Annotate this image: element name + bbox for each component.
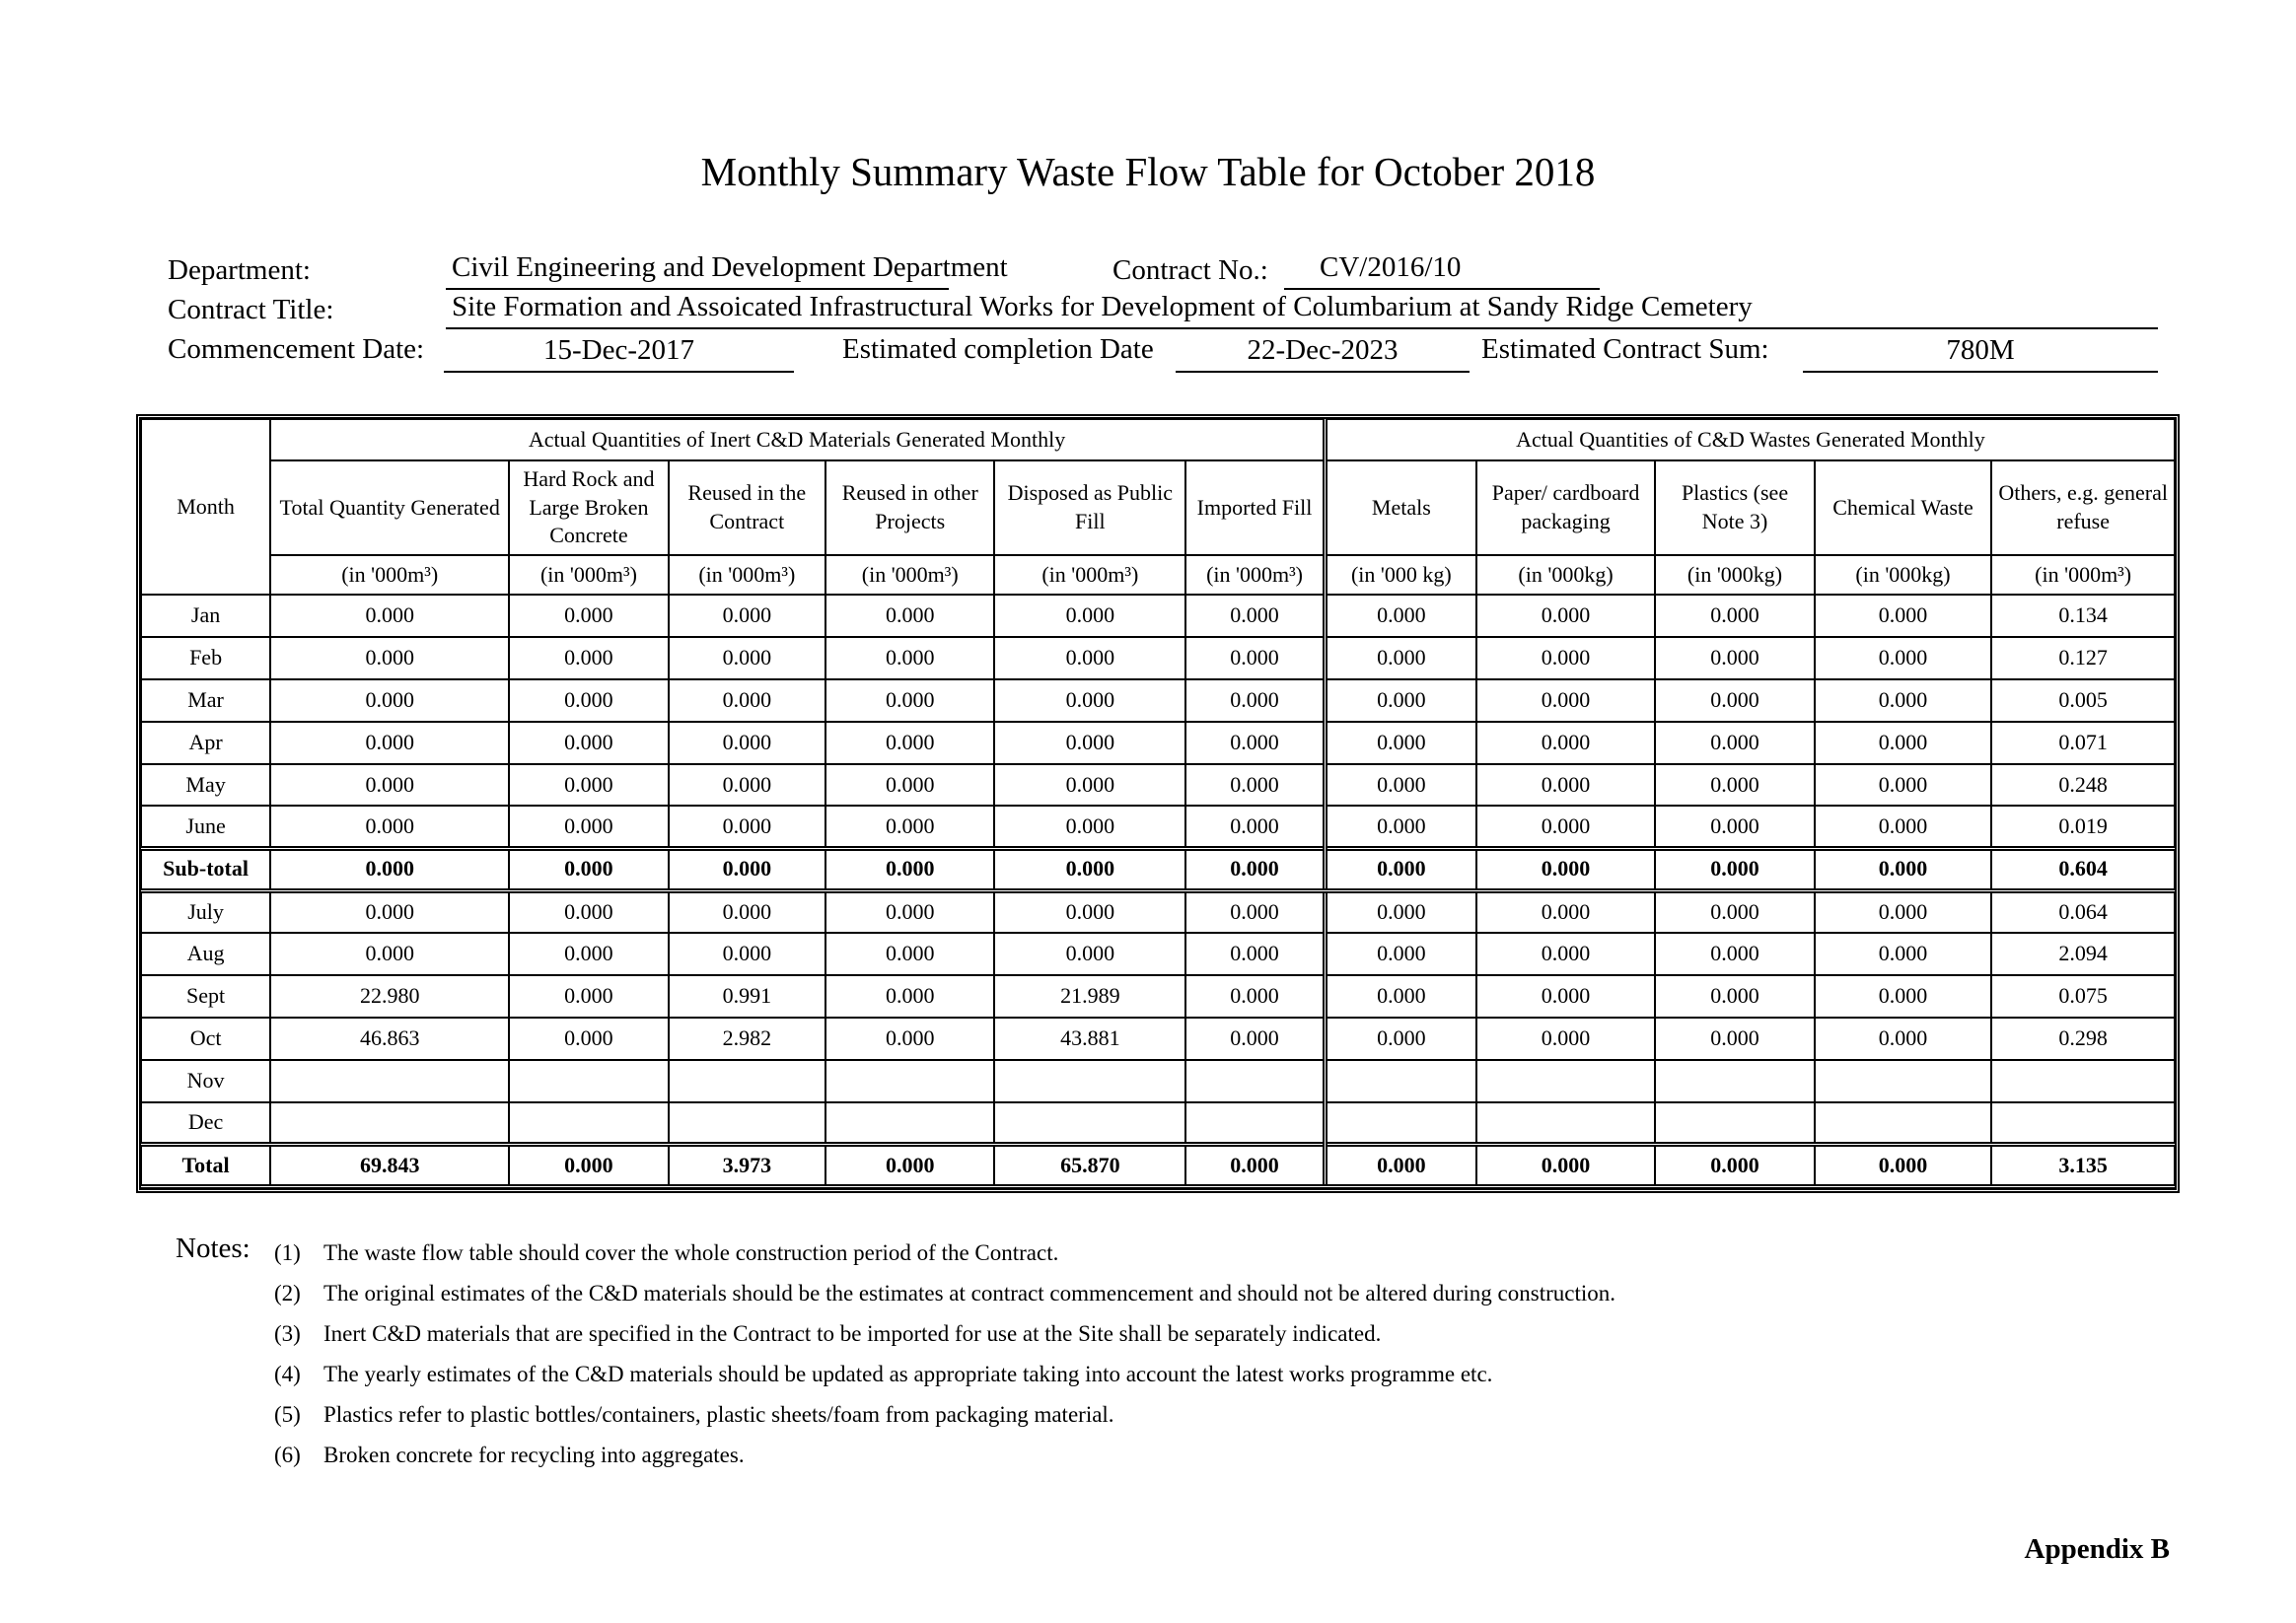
value-cell: 0.000 xyxy=(825,595,994,637)
value-cell: 0.000 xyxy=(1325,890,1475,933)
table-row xyxy=(141,595,2175,637)
value-cell: 0.000 xyxy=(1815,764,1992,807)
value-cell: 0.000 xyxy=(1815,722,1992,764)
value-cell: 0.000 xyxy=(509,722,668,764)
value-cell: 0.000 xyxy=(669,595,825,637)
value-cell: 0.000 xyxy=(994,806,1185,848)
table-row xyxy=(141,933,2175,975)
contract-sum-field xyxy=(1803,333,2158,373)
note-item xyxy=(274,1281,1615,1306)
month-header: Month xyxy=(141,419,270,595)
commencement-value: 15-Dec-2017 xyxy=(542,334,694,366)
value-cell: 0.000 xyxy=(1815,806,1992,848)
value-cell: 0.000 xyxy=(1476,1145,1656,1187)
value-cell: 0.000 xyxy=(1815,595,1992,637)
contract-sum-value: 780M xyxy=(1946,334,2015,366)
unit-header: (in '000m³) xyxy=(270,555,509,595)
value-cell: 0.000 xyxy=(509,933,668,975)
month-cell: Total xyxy=(141,1145,270,1187)
value-cell: 0.000 xyxy=(825,637,994,679)
value-cell: 0.005 xyxy=(1991,679,2175,722)
value-cell xyxy=(825,1102,994,1145)
value-cell: 0.000 xyxy=(1655,806,1814,848)
value-cell: 0.000 xyxy=(1185,1018,1325,1060)
value-cell: 0.000 xyxy=(669,637,825,679)
column-header: Reused in the Contract xyxy=(669,460,825,555)
note-text: Plastics refer to plastic bottles/containers, plastic sheets/foam from packaging material. xyxy=(323,1402,1114,1427)
value-cell: 0.000 xyxy=(1476,764,1656,807)
value-cell: 0.000 xyxy=(509,764,668,807)
contract-no-field xyxy=(1284,250,1600,290)
value-cell: 0.000 xyxy=(1476,890,1656,933)
note-number: (4) xyxy=(274,1362,301,1386)
completion-value: 22-Dec-2023 xyxy=(1247,334,1399,366)
note-item xyxy=(274,1443,745,1468)
value-cell xyxy=(509,1102,668,1145)
column-header: Others, e.g. general refuse xyxy=(1991,460,2175,555)
department-label: Department: xyxy=(168,254,311,286)
value-cell: 0.000 xyxy=(1185,722,1325,764)
value-cell: 0.000 xyxy=(1476,637,1656,679)
value-cell: 0.000 xyxy=(509,1145,668,1187)
value-cell: 0.000 xyxy=(1185,764,1325,807)
table-row xyxy=(141,637,2175,679)
value-cell: 0.000 xyxy=(1655,1018,1814,1060)
month-cell: Sept xyxy=(141,975,270,1018)
value-cell: 0.000 xyxy=(994,637,1185,679)
value-cell xyxy=(1815,1102,1992,1145)
value-cell: 0.000 xyxy=(994,764,1185,807)
value-cell: 0.064 xyxy=(1991,890,2175,933)
value-cell: 0.071 xyxy=(1991,722,2175,764)
value-cell: 0.000 xyxy=(1655,637,1814,679)
contract-no-label: Contract No.: xyxy=(1112,254,1268,286)
value-cell: 0.000 xyxy=(1325,1018,1475,1060)
value-cell xyxy=(825,1060,994,1102)
value-cell: 0.000 xyxy=(825,1018,994,1060)
value-cell: 0.000 xyxy=(1655,1145,1814,1187)
value-cell: 0.000 xyxy=(825,933,994,975)
value-cell: 0.000 xyxy=(669,722,825,764)
waste-flow-table xyxy=(140,418,2176,1189)
value-cell: 0.000 xyxy=(1325,933,1475,975)
value-cell xyxy=(1325,1060,1475,1102)
appendix-label: Appendix B xyxy=(2024,1533,2170,1565)
department-value: Civil Engineering and Development Department xyxy=(452,251,1008,283)
value-cell: 0.127 xyxy=(1991,637,2175,679)
value-cell: 0.000 xyxy=(1185,1145,1325,1187)
value-cell: 0.248 xyxy=(1991,764,2175,807)
completion-label: Estimated completion Date xyxy=(842,333,1154,365)
value-cell: 0.000 xyxy=(825,722,994,764)
value-cell: 0.000 xyxy=(270,806,509,848)
value-cell xyxy=(509,1060,668,1102)
value-cell: 0.000 xyxy=(1185,637,1325,679)
value-cell: 0.000 xyxy=(669,679,825,722)
note-text: The waste flow table should cover the whole construction period of the Contract. xyxy=(323,1240,1059,1265)
table-row xyxy=(141,722,2175,764)
commencement-field xyxy=(444,333,794,373)
value-cell: 0.000 xyxy=(1476,679,1656,722)
value-cell: 0.000 xyxy=(1655,933,1814,975)
value-cell: 0.000 xyxy=(1815,848,1992,890)
value-cell: 3.135 xyxy=(1991,1145,2175,1187)
table-row xyxy=(141,1060,2175,1102)
value-cell xyxy=(270,1060,509,1102)
value-cell: 0.000 xyxy=(1185,890,1325,933)
value-cell: 0.000 xyxy=(825,1145,994,1187)
value-cell xyxy=(1655,1102,1814,1145)
contract-sum-label: Estimated Contract Sum: xyxy=(1481,333,1769,365)
value-cell: 0.000 xyxy=(1325,595,1475,637)
note-item xyxy=(274,1240,1058,1266)
value-cell xyxy=(994,1060,1185,1102)
value-cell: 0.000 xyxy=(1476,806,1656,848)
value-cell: 0.000 xyxy=(509,637,668,679)
value-cell: 0.000 xyxy=(994,933,1185,975)
value-cell: 0.000 xyxy=(825,764,994,807)
table-row xyxy=(141,679,2175,722)
value-cell: 0.000 xyxy=(509,890,668,933)
month-cell: Dec xyxy=(141,1102,270,1145)
value-cell: 0.000 xyxy=(1476,933,1656,975)
value-cell: 0.000 xyxy=(1815,637,1992,679)
table-row xyxy=(141,1145,2175,1187)
month-cell: Aug xyxy=(141,933,270,975)
value-cell: 0.000 xyxy=(1815,1018,1992,1060)
value-cell: 0.000 xyxy=(825,975,994,1018)
completion-field xyxy=(1176,333,1470,373)
column-header: Reused in other Projects xyxy=(825,460,994,555)
value-cell: 0.000 xyxy=(509,806,668,848)
note-text: Inert C&D materials that are specified in the Contract to be imported for use at the Site shall be separately indicated. xyxy=(323,1321,1382,1346)
value-cell: 0.000 xyxy=(1325,848,1475,890)
value-cell: 0.000 xyxy=(1325,975,1475,1018)
value-cell: 0.000 xyxy=(1325,679,1475,722)
value-cell: 0.000 xyxy=(994,890,1185,933)
value-cell: 0.000 xyxy=(1185,848,1325,890)
value-cell: 69.843 xyxy=(270,1145,509,1187)
value-cell xyxy=(1655,1060,1814,1102)
value-cell: 0.000 xyxy=(1325,722,1475,764)
column-header: Imported Fill xyxy=(1185,460,1325,555)
value-cell xyxy=(1185,1102,1325,1145)
value-cell: 0.000 xyxy=(1325,806,1475,848)
contract-title-label: Contract Title: xyxy=(168,294,334,325)
note-text: The yearly estimates of the C&D materials should be updated as appropriate taking into account the latest works programme etc. xyxy=(323,1362,1493,1386)
department-value-field xyxy=(446,250,1008,290)
note-number: (3) xyxy=(274,1321,301,1346)
column-header: Chemical Waste xyxy=(1815,460,1992,555)
value-cell: 0.000 xyxy=(1655,722,1814,764)
table-row xyxy=(141,890,2175,933)
unit-header: (in '000m³) xyxy=(825,555,994,595)
month-cell: Jan xyxy=(141,595,270,637)
value-cell: 0.000 xyxy=(270,595,509,637)
value-cell: 0.000 xyxy=(1655,679,1814,722)
value-cell: 22.980 xyxy=(270,975,509,1018)
value-cell: 0.000 xyxy=(1655,975,1814,1018)
value-cell xyxy=(1185,1060,1325,1102)
value-cell: 0.000 xyxy=(1325,637,1475,679)
month-cell: Apr xyxy=(141,722,270,764)
value-cell: 0.000 xyxy=(1815,1145,1992,1187)
note-text: The original estimates of the C&D materials should be the estimates at contract commencement and should not be altered during construction. xyxy=(323,1281,1615,1305)
value-cell: 0.000 xyxy=(270,848,509,890)
value-cell: 0.000 xyxy=(1185,933,1325,975)
month-cell: Nov xyxy=(141,1060,270,1102)
value-cell: 0.000 xyxy=(509,848,668,890)
month-cell: July xyxy=(141,890,270,933)
value-cell: 0.000 xyxy=(669,806,825,848)
table-row xyxy=(141,1102,2175,1145)
value-cell: 0.000 xyxy=(825,848,994,890)
column-header: Hard Rock and Large Broken Concrete xyxy=(509,460,668,555)
table-row xyxy=(141,975,2175,1018)
column-header: Plastics (see Note 3) xyxy=(1655,460,1814,555)
value-cell: 0.000 xyxy=(1655,764,1814,807)
value-cell: 2.982 xyxy=(669,1018,825,1060)
inert-group-header: Actual Quantities of Inert C&D Materials Generated Monthly xyxy=(270,419,1325,460)
page-title: Monthly Summary Waste Flow Table for October 2018 xyxy=(700,149,1596,194)
unit-header: (in '000m³) xyxy=(994,555,1185,595)
unit-header: (in '000m³) xyxy=(669,555,825,595)
contract-no-value: CV/2016/10 xyxy=(1320,251,1462,283)
note-number: (1) xyxy=(274,1240,301,1265)
value-cell: 0.000 xyxy=(825,806,994,848)
commencement-label: Commencement Date: xyxy=(168,333,425,365)
value-cell xyxy=(1991,1060,2175,1102)
value-cell: 0.000 xyxy=(825,679,994,722)
value-cell: 0.000 xyxy=(669,890,825,933)
value-cell: 0.000 xyxy=(825,890,994,933)
value-cell: 0.604 xyxy=(1991,848,2175,890)
value-cell: 2.094 xyxy=(1991,933,2175,975)
value-cell: 0.000 xyxy=(270,764,509,807)
value-cell: 0.134 xyxy=(1991,595,2175,637)
month-cell: June xyxy=(141,806,270,848)
value-cell xyxy=(1325,1102,1475,1145)
value-cell xyxy=(1815,1060,1992,1102)
value-cell: 0.000 xyxy=(669,848,825,890)
value-cell: 65.870 xyxy=(994,1145,1185,1187)
notes-label: Notes: xyxy=(176,1233,251,1264)
value-cell: 0.000 xyxy=(1815,679,1992,722)
unit-header: (in '000kg) xyxy=(1476,555,1656,595)
month-cell: May xyxy=(141,764,270,807)
table-row xyxy=(141,764,2175,807)
value-cell: 0.000 xyxy=(1815,975,1992,1018)
table-row xyxy=(141,1018,2175,1060)
contract-title-field xyxy=(446,290,2158,329)
value-cell: 0.000 xyxy=(509,679,668,722)
value-cell: 0.000 xyxy=(1655,890,1814,933)
value-cell: 0.000 xyxy=(270,679,509,722)
unit-header: (in '000kg) xyxy=(1655,555,1814,595)
note-number: (2) xyxy=(274,1281,301,1305)
value-cell: 0.000 xyxy=(270,637,509,679)
value-cell xyxy=(669,1060,825,1102)
value-cell: 0.000 xyxy=(1185,806,1325,848)
value-cell xyxy=(994,1102,1185,1145)
value-cell: 3.973 xyxy=(669,1145,825,1187)
month-cell: Sub-total xyxy=(141,848,270,890)
value-cell: 0.000 xyxy=(509,975,668,1018)
value-cell: 0.000 xyxy=(1655,848,1814,890)
column-header: Disposed as Public Fill xyxy=(994,460,1185,555)
column-header: Total Quantity Generated xyxy=(270,460,509,555)
table-row xyxy=(141,848,2175,890)
value-cell xyxy=(1476,1102,1656,1145)
value-cell xyxy=(270,1102,509,1145)
value-cell: 0.000 xyxy=(1476,1018,1656,1060)
value-cell: 0.000 xyxy=(1476,975,1656,1018)
value-cell: 0.000 xyxy=(509,1018,668,1060)
contract-title-value: Site Formation and Assoicated Infrastructural Works for Development of Columbarium at Sandy Ridge Cemetery xyxy=(452,291,1753,322)
value-cell: 0.000 xyxy=(270,722,509,764)
value-cell: 0.000 xyxy=(994,679,1185,722)
value-cell: 0.000 xyxy=(1815,933,1992,975)
value-cell: 0.000 xyxy=(669,764,825,807)
month-cell: Oct xyxy=(141,1018,270,1060)
value-cell: 0.000 xyxy=(994,722,1185,764)
column-header: Metals xyxy=(1325,460,1475,555)
value-cell: 0.000 xyxy=(1185,679,1325,722)
value-cell: 21.989 xyxy=(994,975,1185,1018)
value-cell: 0.000 xyxy=(1476,848,1656,890)
value-cell: 43.881 xyxy=(994,1018,1185,1060)
value-cell: 0.000 xyxy=(1655,595,1814,637)
value-cell: 0.000 xyxy=(1325,764,1475,807)
note-number: (5) xyxy=(274,1402,301,1427)
value-cell: 0.000 xyxy=(509,595,668,637)
value-cell: 0.019 xyxy=(1991,806,2175,848)
value-cell: 0.000 xyxy=(994,848,1185,890)
value-cell: 0.000 xyxy=(669,933,825,975)
table-row xyxy=(141,806,2175,848)
value-cell: 0.000 xyxy=(1476,722,1656,764)
month-cell: Mar xyxy=(141,679,270,722)
note-item xyxy=(274,1321,1381,1347)
unit-header: (in '000m³) xyxy=(1991,555,2175,595)
value-cell: 0.075 xyxy=(1991,975,2175,1018)
value-cell: 46.863 xyxy=(270,1018,509,1060)
value-cell: 0.000 xyxy=(1476,595,1656,637)
value-cell: 0.298 xyxy=(1991,1018,2175,1060)
note-item xyxy=(274,1402,1114,1428)
value-cell xyxy=(1476,1060,1656,1102)
waste-group-header: Actual Quantities of C&D Wastes Generated Monthly xyxy=(1325,419,2175,460)
unit-header: (in '000 kg) xyxy=(1325,555,1475,595)
value-cell: 0.000 xyxy=(994,595,1185,637)
note-number: (6) xyxy=(274,1443,301,1467)
month-cell: Feb xyxy=(141,637,270,679)
value-cell: 0.000 xyxy=(1185,975,1325,1018)
value-cell: 0.000 xyxy=(270,933,509,975)
unit-header: (in '000kg) xyxy=(1815,555,1992,595)
column-header: Paper/ cardboard packaging xyxy=(1476,460,1656,555)
value-cell: 0.000 xyxy=(1325,1145,1475,1187)
note-text: Broken concrete for recycling into aggregates. xyxy=(323,1443,745,1467)
note-item xyxy=(274,1362,1492,1387)
value-cell: 0.991 xyxy=(669,975,825,1018)
unit-header: (in '000m³) xyxy=(1185,555,1325,595)
value-cell xyxy=(1991,1102,2175,1145)
value-cell xyxy=(669,1102,825,1145)
value-cell: 0.000 xyxy=(270,890,509,933)
value-cell: 0.000 xyxy=(1815,890,1992,933)
value-cell: 0.000 xyxy=(1185,595,1325,637)
unit-header: (in '000m³) xyxy=(509,555,668,595)
